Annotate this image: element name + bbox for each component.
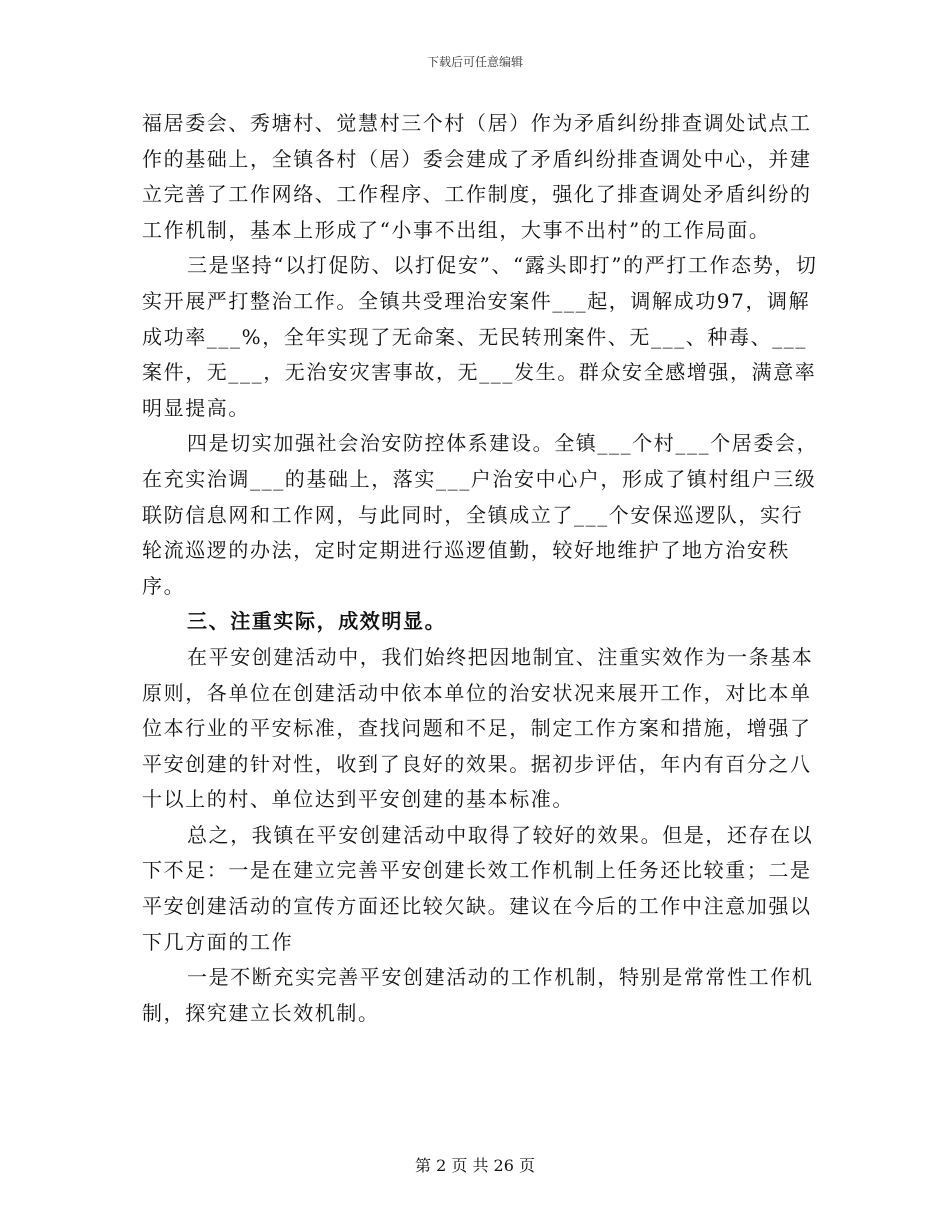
paragraph-summary: 总之，我镇在平安创建活动中取得了较好的效果。但是，还存在以下不足：一是在建立完善平安创建长效工作机制上任务还比较重；二是平安创建活动的宣传方面还比较欠缺。建议在今后的工作中注意加强以下几方面的工作 — [142, 822, 814, 954]
paragraph-prevention-system: 四是切实加强社会治安防控体系建设。全镇___个村___个居委会，在充实治调___的基础上，落实___户治安中心户，形成了镇村组户三级联防信息网和工作网，与此同时，全镇成立了___个安保巡逻队，实行轮流巡逻的办法，定时定期进行巡逻值勤，较好地维护了地方治安秩序。 — [142, 431, 819, 598]
paragraph-strike-hard: 三是坚持“以打促防、以打促安”、“露头即打”的严打工作态势，切实开展严打整治工作。全镇共受理治安案件___起，调解成功97，调解成功率___%，全年实现了无命案、无民转刑案件、无___、种毒、___案件，无___，无治安灾害事故，无___发生。群众安全感增强，满意率明显提高。 — [142, 253, 818, 420]
paragraph-practical-results: 在平安创建活动中，我们始终把因地制宜、注重实效作为一条基本原则，各单位在创建活动中依本单位的治安状况来展开工作，对比本单位本行业的平安标准，查找问题和不足，制定工作方案和措施，增强了平安创建的针对性，收到了良好的效果。据初步评估，年内有百分之八十以上的村、单位达到平安创建的基本标准。 — [142, 644, 814, 812]
page-footer: 第 2 页 共 26 页 — [415, 1156, 535, 1175]
paragraph-continuation: 福居委会、秀塘村、觉慧村三个村（居）作为矛盾纠纷排查调处试点工作的基础上，全镇各村（居）委会建成了矛盾纠纷排查调处中心，并建立完善了工作网络、工作程序、工作制度，强化了排查调处矛盾纠纷的工作机制，基本上形成了“小事不出组，大事不出村”的工作局面。 — [142, 111, 812, 242]
paragraph-recommendation-one: 一是不断充实完善平安创建活动的工作机制，特别是常常性工作机制，探究建立长效机制。 — [142, 965, 814, 1025]
page-header: 下载后可任意编辑 — [426, 55, 523, 69]
section-heading: 三、注重实际，成效明显。 — [187, 609, 447, 634]
document-body — [142, 106, 822, 1031]
